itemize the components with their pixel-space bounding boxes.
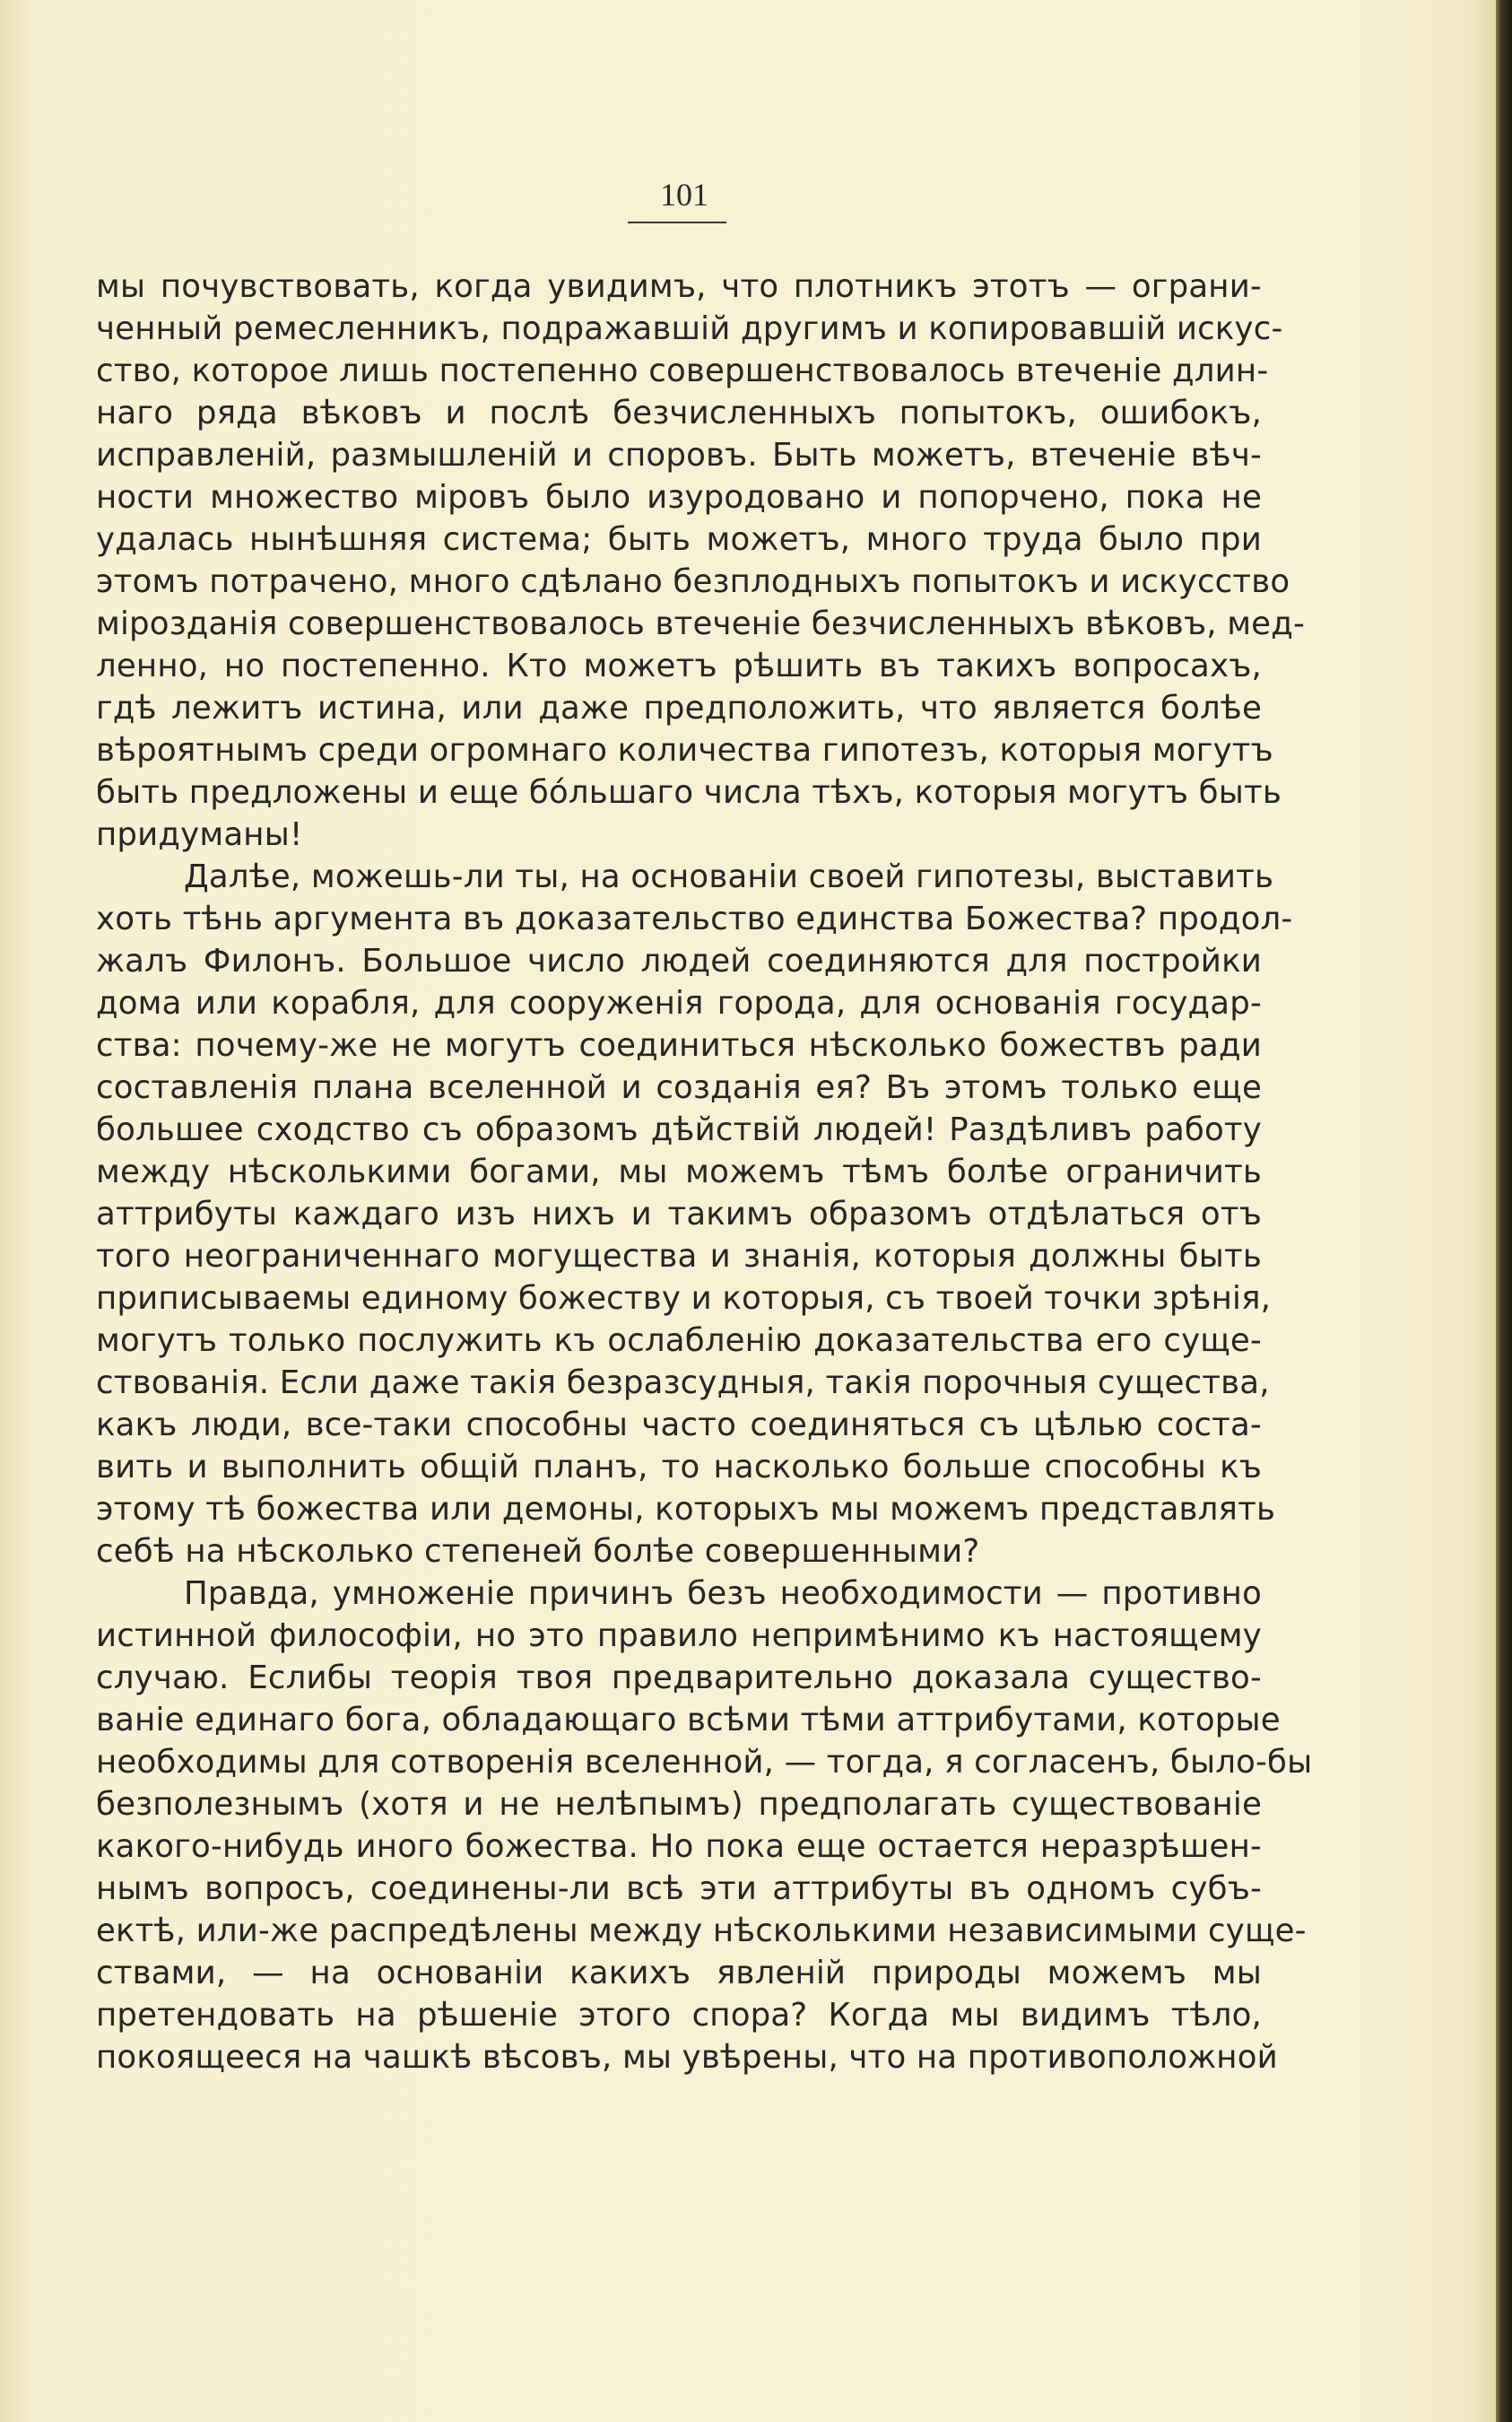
text-line: наго ряда вѣковъ и послѣ безчисленныхъ попытокъ, ошибокъ, [96, 395, 1262, 431]
text-line: ства: почему-же не могутъ соединиться нѣсколько божествъ ради [96, 1027, 1262, 1064]
text-line: того неограниченнаго могущества и знанія, которыя должны быть [96, 1238, 1262, 1275]
text-line: придуманы! [96, 816, 303, 853]
text-line: случаю. Еслибы теорія твоя предварительно доказала существо- [96, 1660, 1262, 1696]
text-line: составленія плана вселенной и созданія ея? Въ этомъ только еще [96, 1069, 1262, 1106]
text-line: нымъ вопросъ, соединены-ли всѣ эти аттрибуты въ одномъ субъ- [96, 1870, 1262, 1907]
text-line: большее сходство съ образомъ дѣйствій людей! Раздѣливъ работу [96, 1111, 1262, 1148]
text-line: ченный ремесленникъ, подражавшій другимъ и копировавшій искус- [96, 310, 1283, 347]
paragraph [96, 856, 1293, 1573]
text-line: ствами, — на основаніи какихъ явленій природы можемъ мы [96, 1955, 1262, 1991]
paragraph [96, 1573, 1313, 2078]
text-line: какого-нибудь иного божества. Но пока еще остается неразрѣшен- [96, 1828, 1262, 1865]
paragraph [96, 266, 1305, 856]
text-line: между нѣсколькими богами, мы можемъ тѣмъ болѣе ограничить [96, 1154, 1262, 1190]
text-line: могутъ только послужить къ ослабленію доказательства его суще- [96, 1322, 1262, 1359]
body-text [96, 266, 1313, 2078]
text-line: ленно, но постепенно. Кто можетъ рѣшить въ такихъ вопросахъ, [96, 648, 1262, 684]
text-line: дома или корабля, для сооруженія города, для основанія государ- [96, 985, 1262, 1022]
text-line: гдѣ лежитъ истина, или даже предположить, что является болѣе [96, 690, 1262, 727]
text-line: быть предложены и еще бóльшаго числа тѣхъ, которыя могутъ быть [96, 774, 1282, 811]
text-line: мы почувствовать, когда увидимъ, что плотникъ этотъ — ограни- [96, 268, 1262, 305]
text-line: Правда, умноженіе причинъ безъ необходимости — противно [184, 1575, 1262, 1612]
page-number: 101 [660, 177, 708, 213]
text-line: ности множество міровъ было изуродовано и попорчено, пока не [96, 479, 1262, 516]
text-line: этомъ потрачено, много сдѣлано безплодныхъ попытокъ и искусство [96, 563, 1290, 600]
page-number-rule [628, 222, 726, 223]
text-line: покоящееся на чашкѣ вѣсовъ, мы увѣрены, что на противоположной [96, 2039, 1278, 2076]
text-line: какъ люди, все-таки способны часто соединяться съ цѣлью соста- [96, 1407, 1262, 1443]
text-line: себѣ на нѣсколько степеней болѣе совершенными? [96, 1533, 980, 1570]
text-line: хоть тѣнь аргумента въ доказательство единства Божества? продол- [96, 901, 1293, 937]
text-line: безполезнымъ (хотя и не нелѣпымъ) предполагать существованіе [96, 1786, 1262, 1823]
text-line: ваніе единаго бога, обладающаго всѣми тѣми аттрибутами, которые [96, 1702, 1281, 1738]
text-line: жалъ Филонъ. Большое число людей соединяются для постройки [96, 943, 1262, 980]
text-line: этому тѣ божества или демоны, которыхъ мы можемъ представлять [96, 1491, 1276, 1528]
page-edge [1496, 0, 1512, 2422]
text-line: приписываемы единому божеству и которыя, съ твоей точки зрѣнія, [96, 1280, 1272, 1317]
text-line: Далѣе, можешь-ли ты, на основаніи своей гипотезы, выставить [184, 858, 1274, 895]
text-line: вѣроятнымъ среди огромнаго количества гипотезъ, которыя могутъ [96, 732, 1273, 769]
text-line: вить и выполнить общій планъ, то насколько больше способны къ [96, 1449, 1262, 1485]
text-line: ствованія. Если даже такія безразсудныя, такія порочныя существа, [96, 1364, 1270, 1401]
text-line: истинной философіи, но это правило непримѣнимо къ настоящему [96, 1617, 1262, 1654]
text-line: исправленій, размышленій и споровъ. Быть можетъ, втеченіе вѣч- [96, 437, 1262, 474]
text-line: аттрибуты каждаго изъ нихъ и такимъ образомъ отдѣлаться отъ [96, 1196, 1262, 1233]
text-line: мірозданія совершенствовалось втеченіе безчисленныхъ вѣковъ, мед- [96, 606, 1305, 642]
text-line: необходимы для сотворенія вселенной, — тогда, я согласенъ, было-бы [96, 1744, 1313, 1781]
text-line: претендовать на рѣшеніе этого спора? Когда мы видимъ тѣло, [96, 1997, 1262, 2034]
text-line: ство, которое лишь постепенно совершенствовалось втеченіе длин- [96, 353, 1269, 389]
text-line: ектѣ, или-же распредѣлены между нѣсколькими независимыми суще- [96, 1912, 1307, 1949]
text-line: удалась нынѣшняя система; быть можетъ, много труда было при [96, 521, 1262, 558]
